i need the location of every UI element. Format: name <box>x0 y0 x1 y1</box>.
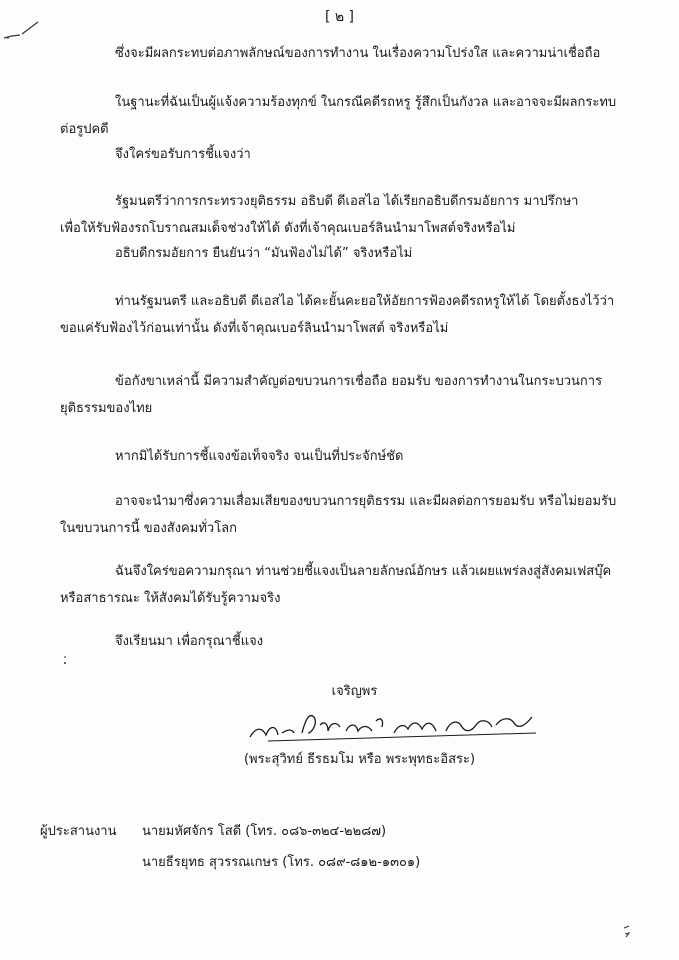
signer-name: (พระสุวิทย์ ธีรธมโม หรือ พระพุทธะอิสระ) <box>243 752 476 767</box>
stray-mark <box>62 655 68 665</box>
paragraph-6-line-2: ขอแค่รับฟ้องไว้ก่อนเท่านั้น ดังที่เจ้าคุณเบอร์ลินนำมาโพสต์ จริงหรือไม่ <box>60 321 449 336</box>
paragraph-9-line-2: ในขบวนการนี้ ของสังคมทั่วโลก <box>60 521 238 536</box>
page-number: [ ๒ ] <box>324 9 355 25</box>
paragraph-6-line-1: ท่านรัฐมนตรี และอธิบดี ดีเอสไอ ได้คะยั้นคะยอให้อัยการฟ้องคดีรถหรูให้ได้ โดยตั้งธงไว้ว่า <box>115 294 615 309</box>
paragraph-7 <box>60 368 645 422</box>
paragraph-2-line-2: ต่อรูปคดี <box>60 122 109 137</box>
paragraph-1: ซึ่งจะมีผลกระทบต่อภาพลักษณ์ของการทำงาน ในเรื่องความโปร่งใส และความน่าเชื่อถือ <box>115 46 601 61</box>
paragraph-9 <box>60 488 645 542</box>
handwritten-signature <box>248 703 538 745</box>
paragraph-4 <box>60 188 645 242</box>
paragraph-11: จึงเรียนมา เพื่อกรุณาชี้แจง <box>115 634 264 649</box>
paragraph-4-line-1: รัฐมนตรีว่าการกระทรวงยุติธรรม อธิบดี ดีเอสไอ ได้เรียกอธิบดีกรมอัยการ มาปรึกษา <box>115 194 579 209</box>
paragraph-10-line-2: หรือสาธารณะ ให้สังคมได้รับรู้ความจริง <box>60 591 281 606</box>
coordinator-1: นายมหัศจักร โสดี (โทร. ๐๘๖-๓๒๔-๒๒๘๗) <box>142 824 387 839</box>
paragraph-10 <box>60 558 645 612</box>
paragraph-9-line-1: อาจจะนำมาซึ่งความเสื่อมเสียของขบวนการยุติธรรม และมีผลต่อการยอมรับ หรือไม่ยอมรับ <box>115 494 617 509</box>
paragraph-4-line-2: เพื่อให้รับฟ้องรถโบราณสมเด็จช่วงให้ได้ ดังที่เจ้าคุณเบอร์ลินนำมาโพสต์จริงหรือไม่ <box>60 221 516 236</box>
coordinator-label: ผู้ประสานงาน <box>40 824 117 839</box>
paragraph-10-line-1: ฉันจึงใคร่ขอความกรุณา ท่านช่วยชี้แจงเป็นลายลักษณ์อักษร แล้วเผยแพร่ลงสู่สังคมเฟสบุ๊ค <box>115 564 612 579</box>
paragraph-2-line-1: ในฐานะที่ฉันเป็นผู้แจ้งความร้องทุกข์ ในกรณีคดีรถหรู รู้สึกเป็นกังวล และอาจจะมีผลกระทบ <box>115 95 617 110</box>
paragraph-7-line-2: ยุติธรรมของไทย <box>60 401 153 416</box>
closing-salutation: เจริญพร <box>331 684 378 699</box>
paragraph-7-line-1: ข้อกังขาเหล่านี้ มีความสำคัญต่อขบวนการเชื่อถือ ยอมรับ ของการทำงานในกระบวนการ <box>115 374 603 389</box>
corner-mark <box>620 922 634 940</box>
paragraph-6 <box>60 288 645 342</box>
paragraph-8: หากมิได้รับการชี้แจงข้อเท็จจริง จนเป็นที่ประจักษ์ชัด <box>115 449 404 464</box>
paragraph-5: อธิบดีกรมอัยการ ยืนยันว่า “มันฟ้องไม่ได้” จริงหรือไม่ <box>115 246 413 261</box>
paragraph-3: จึงใคร่ขอรับการชี้แจงว่า <box>115 147 251 162</box>
paragraph-2 <box>60 89 645 143</box>
coordinator-2: นายธีรยุทธ สุวรรณเกษร (โทร. ๐๘๙-๘๑๒-๑๓๐๑) <box>142 855 421 870</box>
